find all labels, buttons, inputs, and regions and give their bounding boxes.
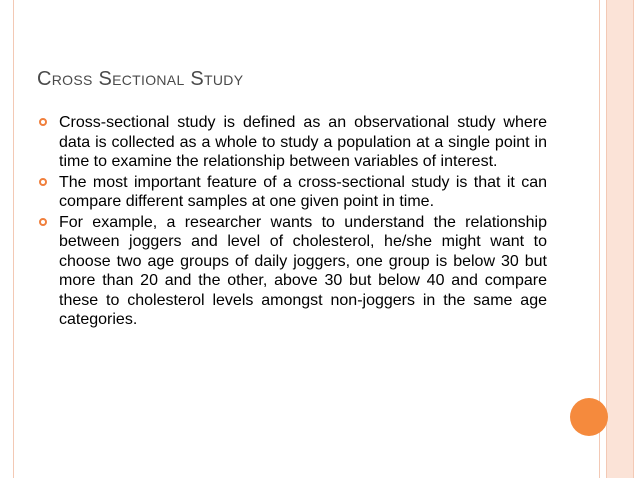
right-decorative-band <box>606 0 634 478</box>
bullet-text: For example, a researcher wants to understand the relationship between joggers and level of cholesterol, he/she might want to choose two age groups of daily joggers, one group is below 30 but more than 20 and the other, above 30 but below 40 and compare these to cholesterol levels amongst non-joggers in the same age categories. <box>59 213 547 328</box>
circle-bullet-icon <box>39 218 47 226</box>
left-border-line <box>13 0 14 478</box>
bullet-item-feature <box>37 173 547 212</box>
bullet-text: Cross-sectional study is defined as an observational study where data is collected as a whole to study a population at a single point in time to examine the relationship between variables of interest. <box>59 114 547 170</box>
bullet-text: The most important feature of a cross-sectional study is that it can compare different samples at one given point in time. <box>59 173 547 210</box>
circle-bullet-icon <box>39 118 47 126</box>
bullet-item-example <box>37 213 547 330</box>
circle-bullet-icon <box>39 178 47 186</box>
bullet-item-definition <box>37 113 547 172</box>
bullet-list <box>37 113 547 331</box>
slide-title: Cross Sectional Study <box>37 68 244 90</box>
orange-circle-decoration <box>570 398 608 436</box>
